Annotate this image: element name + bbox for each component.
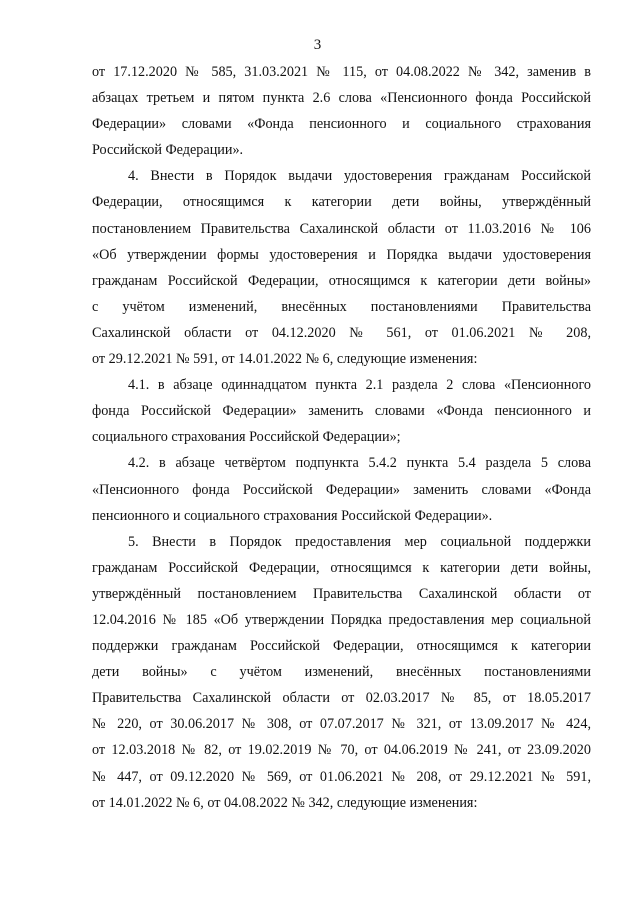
text-line: утверждённый постановлением Правительства Сахалинской области от — [92, 585, 591, 602]
text-line: Сахалинской области от 04.12.2020 № 561, от 01.06.2021 № 208, — [92, 324, 591, 341]
text-line: Федерации» словами «Фонда пенсионного и социального страхования — [92, 116, 591, 133]
text-line: Федерации, относящимся к категории дети войны, утверждённый — [92, 194, 591, 211]
text-line: 4.1. в абзаце одиннадцатом пункта 2.1 раздела 2 слова «Пенсионного — [128, 377, 591, 394]
paragraph-item-5 — [92, 529, 591, 816]
text-line: 12.04.2016 № 185 «Об утверждении Порядка предоставления мер социальной — [92, 611, 591, 628]
page-number: 3 — [313, 37, 322, 53]
text-line: поддержки гражданам Российской Федерации, относящимся к категории — [92, 638, 591, 655]
text-line: дети войны» с учётом изменений, внесённых постановлениями — [92, 664, 591, 681]
text-line: пенсионного и социального страхования Российской Федерации». — [92, 507, 493, 524]
text-line: 4.2. в абзаце четвёртом подпункта 5.4.2 пункта 5.4 раздела 5 слова — [128, 455, 591, 472]
text-line: «Пенсионного фонда Российской Федерации» заменить словами «Фонда — [92, 481, 591, 498]
text-line: 5. Внести в Порядок предоставления мер социальной поддержки — [128, 533, 591, 550]
paragraph-continuation — [92, 59, 591, 163]
paragraph-item-4-1 — [92, 372, 591, 450]
text-line: 4. Внести в Порядок выдачи удостоверения гражданам Российской — [128, 168, 591, 185]
text-line: № 447, от 09.12.2020 № 569, от 01.06.2021 № 208, от 29.12.2021 № 591, — [92, 768, 591, 785]
document-body — [92, 59, 591, 816]
text-line: постановлением Правительства Сахалинской области от 11.03.2016 № 106 — [92, 220, 591, 237]
text-line: от 14.01.2022 № 6, от 04.08.2022 № 342, следующие изменения: — [92, 794, 478, 811]
paragraph-item-4 — [92, 163, 591, 372]
text-line: № 220, от 30.06.2017 № 308, от 07.07.2017 № 321, от 13.09.2017 № 424, — [92, 716, 591, 733]
text-line: от 17.12.2020 № 585, 31.03.2021 № 115, от 04.08.2022 № 342, заменив в — [92, 64, 591, 80]
text-line: социального страхования Российской Федерации»; — [92, 429, 401, 446]
text-line: гражданам Российской Федерации, относящимся к категории дети войны, — [92, 559, 591, 576]
text-line: гражданам Российской Федерации, относящимся к категории дети войны» — [92, 272, 591, 289]
text-line: с учётом изменений, внесённых постановлениями Правительства — [92, 298, 591, 315]
text-line: «Об утверждении формы удостоверения и Порядка выдачи удостоверения — [92, 246, 591, 263]
text-line: от 12.03.2018 № 82, от 19.02.2019 № 70, от 04.06.2019 № 241, от 23.09.2020 — [92, 742, 591, 759]
text-line: от 29.12.2021 № 591, от 14.01.2022 № 6, следующие изменения: — [92, 351, 478, 368]
text-line: Правительства Сахалинской области от 02.03.2017 № 85, от 18.05.2017 — [92, 690, 591, 707]
text-line: Российской Федерации». — [92, 142, 244, 159]
text-line: абзацах третьем и пятом пункта 2.6 слова «Пенсионного фонда Российской — [92, 90, 591, 107]
text-line: фонда Российской Федерации» заменить словами «Фонда пенсионного и — [92, 403, 591, 420]
paragraph-item-4-2 — [92, 450, 591, 528]
